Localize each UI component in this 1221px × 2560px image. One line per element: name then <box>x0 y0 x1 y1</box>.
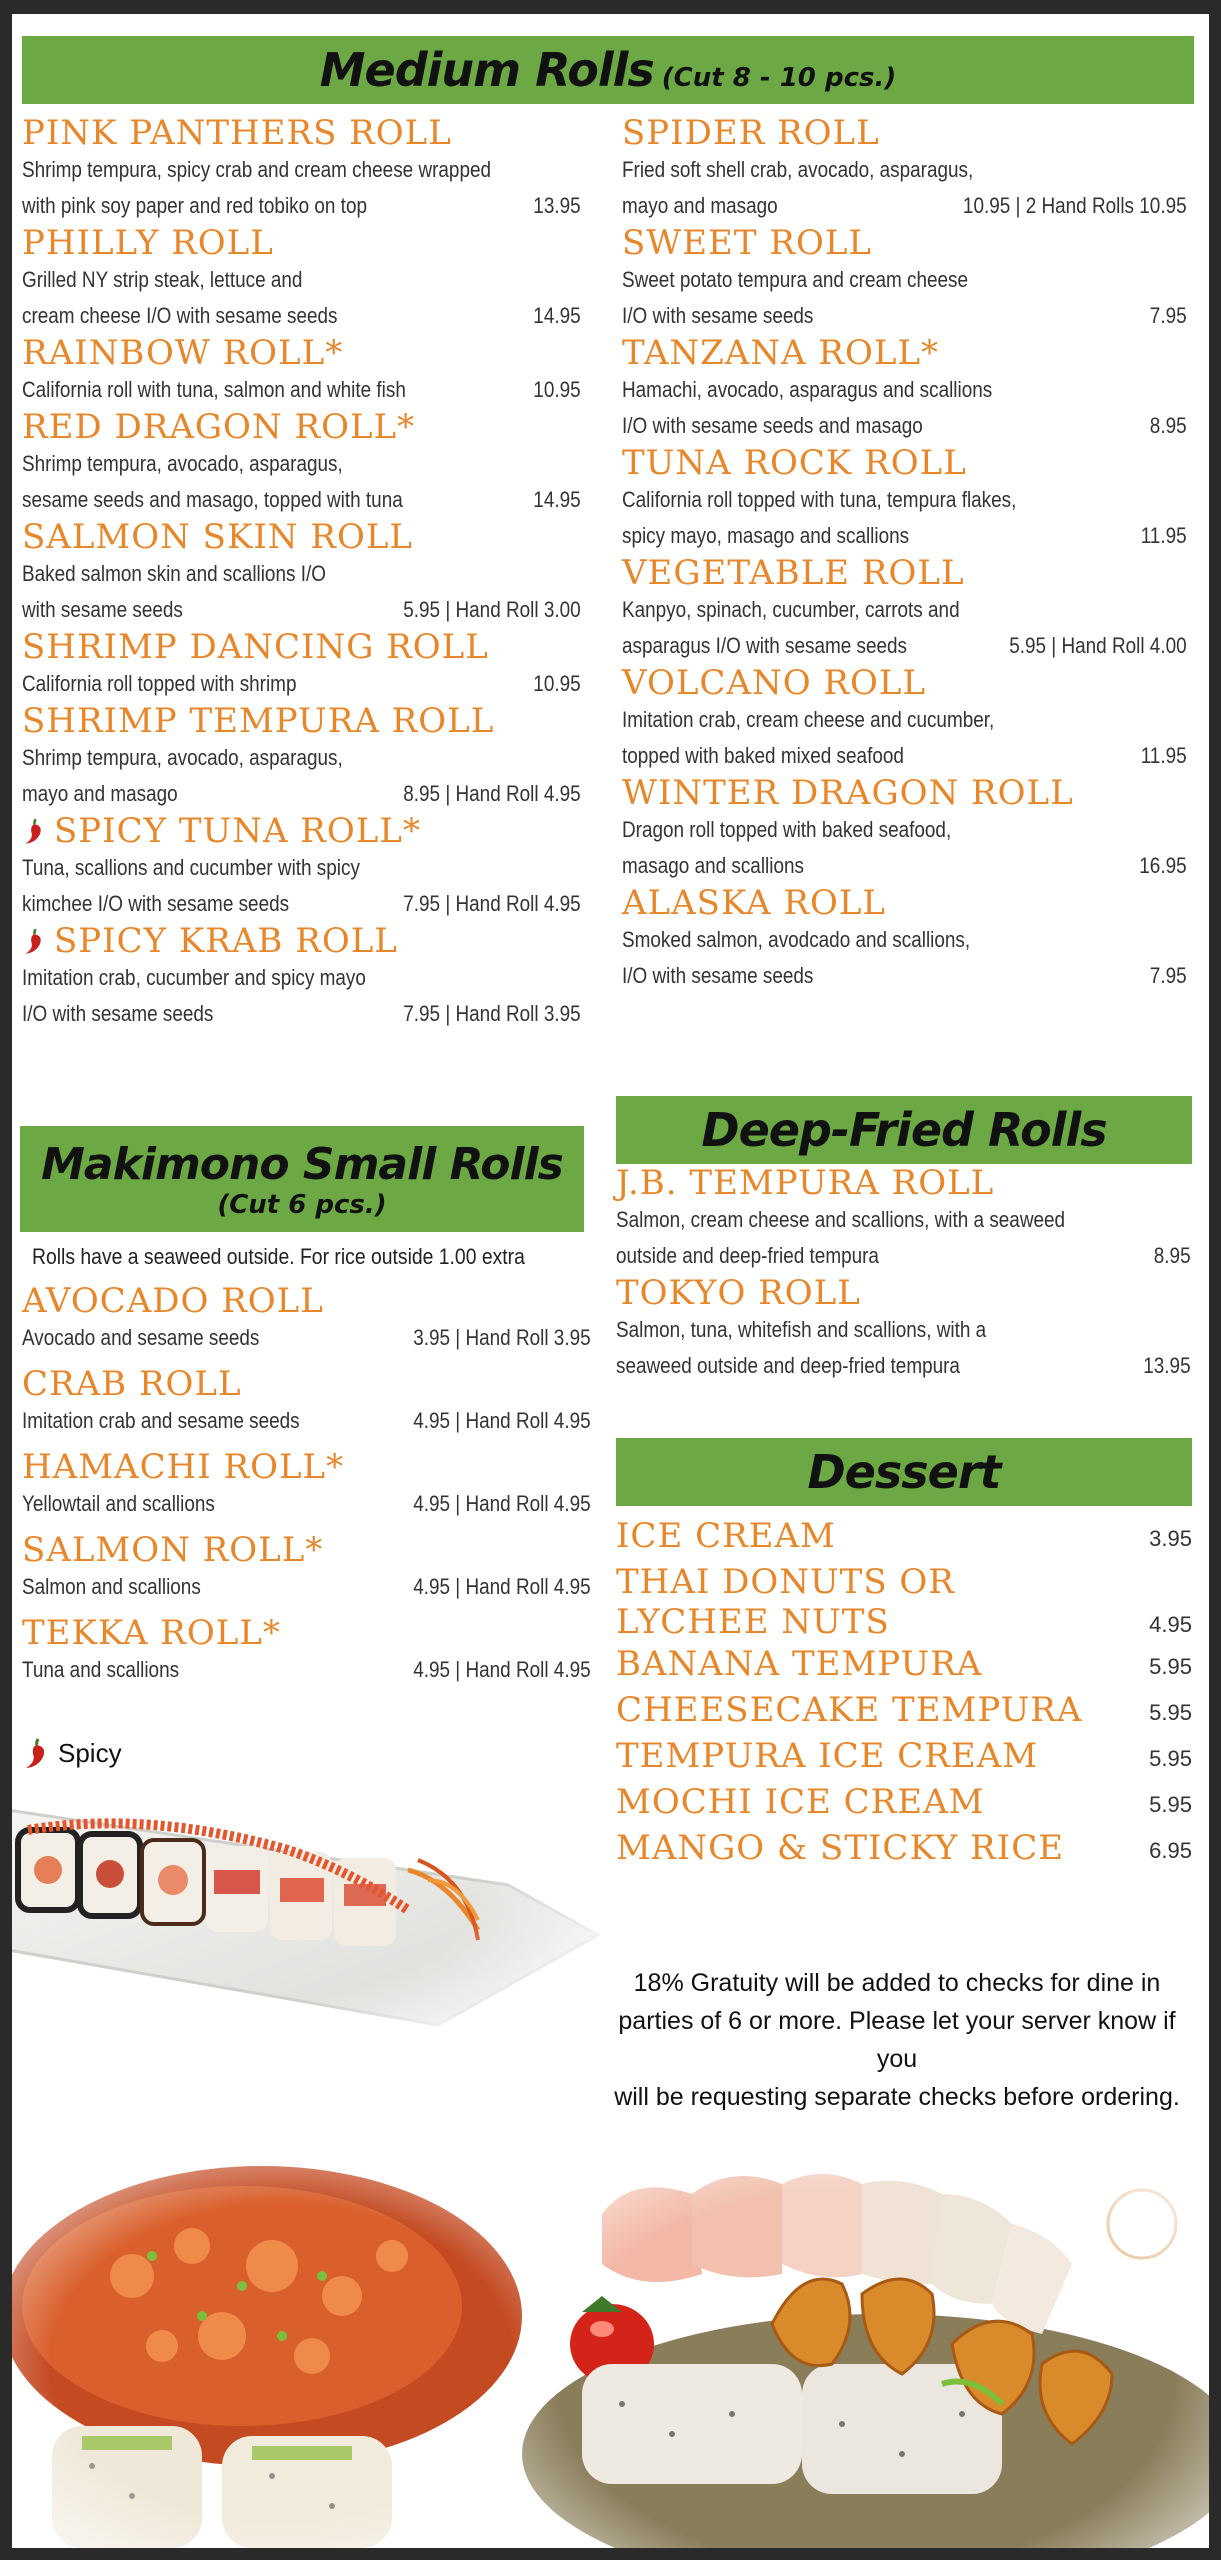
menu-item <box>22 1531 592 1605</box>
menu-item-description: Tuna and scallions 4.95 | Hand Roll 4.95 <box>22 1652 591 1688</box>
menu-item-description: Shrimp tempura, avocado, asparagus, sesame seeds and masago, topped with tuna 14.95 <box>22 446 581 518</box>
dessert-item <box>616 1516 1192 1556</box>
menu-item-price: 14.95 <box>533 303 581 328</box>
deep-fried-title: Deep-Fried Rolls <box>701 1103 1107 1157</box>
menu-item-description: Shrimp tempura, spicy crab and cream cheese wrapped with pink soy paper and red tobiko on top 13.95 <box>22 152 581 224</box>
menu-item-price: 7.95 <box>1149 303 1187 328</box>
makimono-note: Rolls have a seaweed outside. For rice outside 1.00 extra <box>32 1244 525 1269</box>
menu-item <box>622 444 1188 554</box>
deep-fried-banner <box>616 1096 1192 1164</box>
menu-item-description: California roll topped with tuna, tempura flakes, spicy mayo, masago and scallions 11.95 <box>622 482 1187 554</box>
menu-item-name: HAMACHI ROLL* <box>22 1447 345 1487</box>
menu-item-name: PHILLY ROLL <box>22 223 274 263</box>
menu-item-price: 5.95 | Hand Roll 3.00 <box>403 597 581 622</box>
menu-item-price: 7.95 | Hand Roll 3.95 <box>403 1001 581 1026</box>
menu-item <box>622 884 1188 994</box>
menu-item-name: TEKKA ROLL* <box>22 1613 281 1653</box>
menu-item-name: ALASKA ROLL <box>622 883 886 923</box>
menu-item-price: 8.95 | Hand Roll 4.95 <box>403 781 581 806</box>
menu-item-description: Hamachi, avocado, asparagus and scallions I/O with sesame seeds and masago 8.95 <box>622 372 1187 444</box>
menu-item-price: 5.95 | Hand Roll 4.00 <box>1009 633 1187 658</box>
dessert-item <box>616 1690 1192 1730</box>
menu-item-description: Salmon, cream cheese and scallions, with a seaweed outside and deep-fried tempura 8.95 <box>616 1202 1191 1274</box>
menu-item-price: 11.95 <box>1140 523 1187 548</box>
dessert-banner <box>616 1438 1192 1506</box>
menu-item-name: SALMON ROLL* <box>22 1530 324 1570</box>
menu-item-description: Baked salmon skin and scallions I/O with sesame seeds 5.95 | Hand Roll 3.00 <box>22 556 581 628</box>
menu-item-description: Imitation crab, cucumber and spicy mayo I/O with sesame seeds 7.95 | Hand Roll 3.95 <box>22 960 581 1032</box>
menu-item-description: Yellowtail and scallions 4.95 | Hand Roll 4.95 <box>22 1486 591 1522</box>
menu-item <box>22 518 582 628</box>
menu-item-name: SALMON SKIN ROLL <box>22 517 413 557</box>
sushi-plate-photo <box>12 1790 608 2040</box>
menu-item <box>22 1614 592 1688</box>
menu-item-name: CRAB ROLL <box>22 1364 242 1404</box>
menu-item <box>22 224 582 334</box>
menu-item-name: VEGETABLE ROLL <box>622 553 965 593</box>
dessert-item-name: TEMPURA ICE CREAM <box>616 1736 1039 1776</box>
menu-item-name: WINTER DRAGON ROLL <box>622 773 1074 813</box>
dessert-item <box>616 1644 1192 1684</box>
menu-item-description: Sweet potato tempura and cream cheese I/O with sesame seeds 7.95 <box>622 262 1187 334</box>
menu-item <box>22 922 582 1032</box>
menu-item <box>616 1274 1192 1384</box>
chili-pepper-icon <box>22 926 44 956</box>
menu-item-description: Smoked salmon, avodcado and scallions, I/O with sesame seeds 7.95 <box>622 922 1187 994</box>
dessert-item-name: MANGO & STICKY RICE <box>616 1828 1065 1868</box>
menu-item-name: AVOCADO ROLL <box>22 1281 324 1321</box>
dessert-item-name: THAI DONUTS OR LYCHEE NUTS <box>616 1562 955 1642</box>
menu-item-price: 16.95 <box>1139 853 1187 878</box>
spicy-legend-label: Spicy <box>58 1737 122 1768</box>
chili-pepper-icon <box>22 816 44 846</box>
menu-item-description: Fried soft shell crab, avocado, asparagus, mayo and masago 10.95 | 2 Hand Rolls 10.95 <box>622 152 1187 224</box>
makimono-subtitle: (Cut 6 pcs.) <box>217 1189 387 1220</box>
menu-item <box>622 664 1188 774</box>
gratuity-note <box>602 1964 1192 2116</box>
menu-item-name: SWEET ROLL <box>622 223 872 263</box>
dessert-item-name: CHEESECAKE TEMPURA <box>616 1690 1083 1730</box>
menu-item-description: Kanpyo, spinach, cucumber, carrots and asparagus I/O with sesame seeds 5.95 | Hand Roll 4.00 <box>622 592 1187 664</box>
menu-item-name: SHRIMP TEMPURA ROLL <box>22 701 495 741</box>
menu-item-name: SPICY TUNA ROLL* <box>22 812 582 850</box>
menu-item <box>22 114 582 224</box>
menu-item <box>22 628 582 702</box>
menu-item-name: TANZANA ROLL* <box>622 333 940 373</box>
menu-item-description: Salmon and scallions 4.95 | Hand Roll 4.95 <box>22 1569 591 1605</box>
menu-item <box>622 774 1188 884</box>
menu-item <box>622 554 1188 664</box>
menu-item-price: 10.95 <box>533 671 581 696</box>
menu-item-price: 13.95 <box>533 193 581 218</box>
menu-item-price: 8.95 <box>1153 1243 1191 1268</box>
dessert-item <box>616 1782 1192 1822</box>
menu-item <box>22 334 582 408</box>
dessert-item-name: MOCHI ICE CREAM <box>616 1782 985 1822</box>
menu-item-price: 13.95 <box>1143 1353 1191 1378</box>
dessert-item <box>616 1562 1192 1642</box>
menu-item <box>622 114 1188 224</box>
menu-item-description: Shrimp tempura, avocado, asparagus, mayo and masago 8.95 | Hand Roll 4.95 <box>22 740 581 812</box>
menu-item <box>22 1282 592 1356</box>
menu-item-price: 4.95 | Hand Roll 4.95 <box>413 1657 591 1682</box>
menu-item-description: California roll with tuna, salmon and white fish 10.95 <box>22 372 581 408</box>
dessert-item-price: 5.95 <box>1149 1654 1192 1679</box>
makimono-banner <box>20 1126 584 1232</box>
dessert-item-price: 5.95 <box>1149 1792 1192 1817</box>
dessert-item-price: 6.95 <box>1149 1838 1192 1863</box>
menu-item-price: 11.95 <box>1140 743 1187 768</box>
menu-item-name: TOKYO ROLL <box>616 1273 861 1313</box>
menu-item-name: PINK PANTHERS ROLL <box>22 113 452 153</box>
menu-item-name: J.B. TEMPURA ROLL <box>616 1163 995 1203</box>
menu-item-name: SPICY KRAB ROLL <box>22 922 582 960</box>
menu-item-description: Avocado and sesame seeds 3.95 | Hand Roll 3.95 <box>22 1320 591 1356</box>
gratuity-line-1: 18% Gratuity will be added to checks for dine in <box>633 1969 1161 1997</box>
menu-item-description: California roll topped with shrimp 10.95 <box>22 666 581 702</box>
menu-item-name: RAINBOW ROLL* <box>22 333 344 373</box>
menu-item-description: Tuna, scallions and cucumber with spicy kimchee I/O with sesame seeds 7.95 | Hand Roll 4.95 <box>22 850 581 922</box>
menu-item-name: VOLCANO ROLL <box>622 663 927 703</box>
menu-item-price: 10.95 | 2 Hand Rolls 10.95 <box>962 193 1187 218</box>
menu-item-name: TUNA ROCK ROLL <box>622 443 967 483</box>
dessert-item <box>616 1828 1192 1868</box>
menu-item <box>22 1365 592 1439</box>
menu-item-price: 7.95 <box>1149 963 1187 988</box>
menu-item-description: Imitation crab, cream cheese and cucumber, topped with baked mixed seafood 11.95 <box>622 702 1187 774</box>
menu-item-description: Imitation crab and sesame seeds 4.95 | Hand Roll 4.95 <box>22 1403 591 1439</box>
menu-item <box>22 1448 592 1522</box>
gratuity-line-3: will be requesting separate checks before ordering. <box>614 2083 1180 2111</box>
menu-item-price: 10.95 <box>533 377 581 402</box>
menu-item-name: SHRIMP DANCING ROLL <box>22 627 489 667</box>
menu-item-description: Salmon, tuna, whitefish and scallions, with a seaweed outside and deep-fried tempura 13.95 <box>616 1312 1191 1384</box>
menu-item-price: 7.95 | Hand Roll 4.95 <box>403 891 581 916</box>
medium-rolls-title: Medium Rolls <box>319 43 654 97</box>
dessert-item-name: ICE CREAM <box>616 1516 836 1556</box>
medium-rolls-banner <box>22 36 1194 104</box>
menu-item-description: Dragon roll topped with baked seafood, masago and scallions 16.95 <box>622 812 1187 884</box>
menu-item <box>616 1164 1192 1274</box>
dessert-item-price: 5.95 <box>1149 1700 1192 1725</box>
menu-item-price: 8.95 <box>1149 413 1187 438</box>
dessert-item <box>616 1736 1192 1776</box>
nigiri-tempura-photo <box>522 2124 1209 2548</box>
menu-item-name: RED DRAGON ROLL* <box>22 407 416 447</box>
menu-item-price: 4.95 | Hand Roll 4.95 <box>413 1574 591 1599</box>
gratuity-line-2: parties of 6 or more. Please let your server know if you <box>618 2007 1176 2073</box>
menu-item <box>622 334 1188 444</box>
spicy-legend <box>22 1736 122 1770</box>
menu-item-price: 4.95 | Hand Roll 4.95 <box>413 1491 591 1516</box>
dessert-title: Dessert <box>807 1445 1001 1499</box>
menu-item-price: 3.95 | Hand Roll 3.95 <box>413 1325 591 1350</box>
menu-item-name: SPIDER ROLL <box>622 113 880 153</box>
medium-rolls-subtitle: (Cut 8 - 10 pcs.) <box>661 63 897 93</box>
dessert-item-price: 4.95 <box>1149 1612 1192 1637</box>
dessert-item-price: 5.95 <box>1149 1746 1192 1771</box>
makimono-title: Makimono Small Rolls <box>41 1138 563 1190</box>
menu-item-price: 14.95 <box>533 487 581 512</box>
dessert-item-price: 3.95 <box>1149 1526 1192 1551</box>
menu-item <box>22 812 582 922</box>
menu-item-description: Grilled NY strip steak, lettuce and cream cheese I/O with sesame seeds 14.95 <box>22 262 581 334</box>
menu-item <box>622 224 1188 334</box>
dessert-item-name: BANANA TEMPURA <box>616 1644 983 1684</box>
menu-item-price: 4.95 | Hand Roll 4.95 <box>413 1408 591 1433</box>
menu-item <box>22 408 582 518</box>
chili-pepper-icon <box>22 1736 48 1770</box>
menu-page <box>12 14 1209 2548</box>
menu-item <box>22 702 582 812</box>
